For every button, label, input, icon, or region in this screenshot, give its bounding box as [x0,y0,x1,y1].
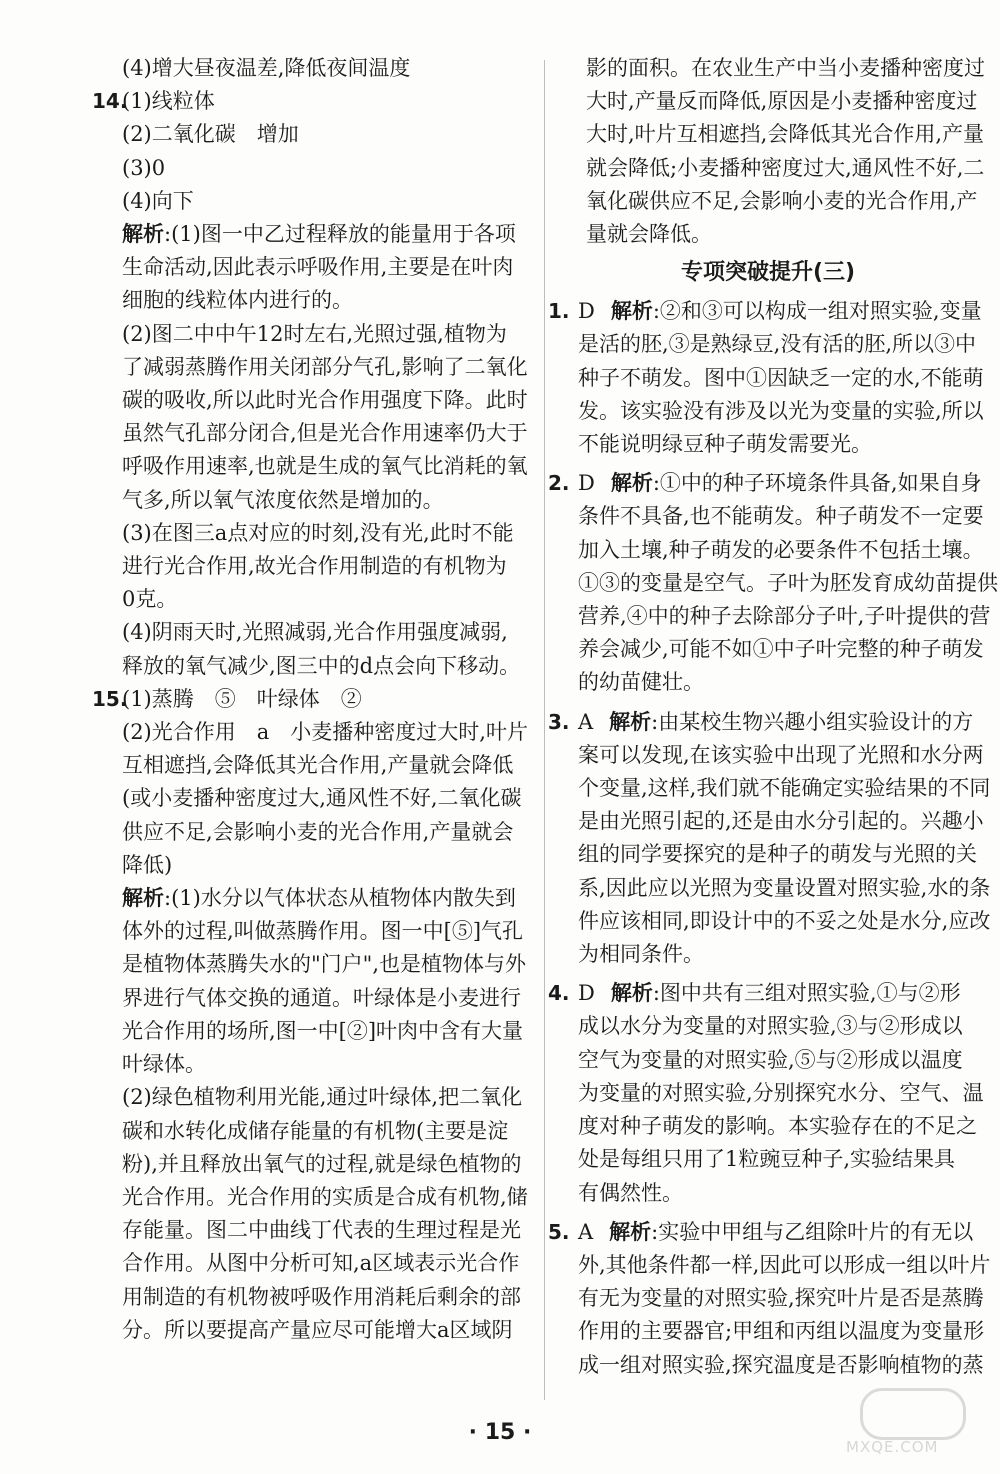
explanation-line: 为变量的对照实验,分别探究水分、空气、温 [578,1080,984,1105]
question-15 [92,683,540,1347]
explanation-line: 叶绿体。 [122,1052,206,1077]
explanation-line: 是植物体蒸腾失水的"门户",也是植物体与外 [122,952,526,977]
analysis-label: 解析 [610,981,653,1006]
explanation-line: 组的同学要探究的是种子的萌发与光照的关 [578,842,977,867]
explanation-line: :由某校生物兴趣小组实验设计的方 [651,709,974,734]
explanation-line: 件应该相同,即设计中的不妥之处是水分,应改 [578,908,991,933]
explanation-line: 不能说明绿豆种子萌发需要光。 [578,432,872,457]
explanation-line: 虽然气孔部分闭合,但是光合作用速率仍大于 [122,421,528,446]
continued-line: 大时,产量反而降低,原因是小麦播种密度过 [586,89,978,114]
question-4 [548,977,984,1209]
question-number: 3. [548,709,570,734]
explanation-line: 营养,④中的种子去除部分子叶,子叶提供的营 [578,604,991,629]
explanation-line: :实验中甲组与乙组除叶片的有无以 [651,1219,974,1244]
explanation-line: :图中共有三组对照实验,①与②形 [652,981,961,1006]
column-divider [544,60,545,1400]
explanation-line: 界进行气体交换的通道。叶绿体是小麦进行 [122,985,521,1010]
explanation-line: 种子不萌发。图中①因缺乏一定的水,不能萌 [578,365,984,390]
explanation-line: (4)阴雨天时,光照减弱,光合作用强度减弱, [122,620,508,645]
explanation-line: 个变量,这样,我们就不能确定实验结果的不同 [578,776,991,801]
explanation-line: 释放的氧气减少,图三中的d点会向下移动。 [122,653,521,678]
explanation-line: 是活的胚,③是熟绿豆,没有活的胚,所以③中 [578,332,977,357]
explanation-line: (3)在图三a点对应的时刻,没有光,此时不能 [122,520,514,545]
answer-choice: D [578,471,595,496]
explanation-line: :②和③可以构成一组对照实验,变量 [652,299,982,324]
explanation-line: 成一组对照实验,探究温度是否影响植物的蒸 [578,1352,984,1377]
explanation-line: 系,因此应以光照为变量设置对照实验,水的条 [578,875,991,900]
answer-choice: A [578,1219,594,1244]
explanation-line: 案可以发现,在该实验中出现了光照和水分两 [578,742,984,767]
analysis-label: 解析 [610,299,653,324]
question-5 [548,1216,991,1382]
continued-line: 氧化碳供应不足,会影响小麦的光合作用,产 [586,188,978,213]
explanation-line: 气多,所以氧气浓度依然是增加的。 [122,487,444,512]
explanation-line: 空气为变量的对照实验,⑤与②形成以温度 [578,1047,963,1072]
explanation-line: 用制造的有机物被呼吸作用消耗后剩余的部 [122,1284,521,1309]
explanation-line: (2)绿色植物利用光能,通过叶绿体,把二氧化 [122,1085,523,1110]
continued-line: 影的面积。在农业生产中当小麦播种密度过 [586,56,985,80]
question-3 [548,706,991,972]
question-14 [92,85,540,683]
explanation-line: 是由光照引起的,还是由水分引起的。兴趣小 [578,809,984,834]
analysis-label: 解析 [609,1219,652,1244]
explanation-line: 有无为变量的对照实验,探究叶片是否是蒸腾 [578,1286,984,1311]
continued-line: 量就会降低。 [586,222,712,247]
answer-line: (3)0 [122,155,166,180]
answer-line: (2)光合作用 a 小麦播种密度过大时,叶片 [122,720,528,745]
explanation-line: 生命活动,因此表示呼吸作用,主要是在叶肉 [122,255,514,280]
question-number: 1. [548,299,570,324]
q13-answer-4: (4)增大昼夜温差,降低夜间温度 [122,56,411,80]
explanation-line: 呼吸作用速率,也就是生成的氧气比消耗的氧 [122,454,528,479]
explanation-line: 粉),并且释放出氧气的过程,就是绿色植物的 [122,1151,522,1176]
answer-line: 降低) [122,852,173,877]
explanation-line: 的幼苗健壮。 [578,670,704,695]
answer-choice: D [578,981,595,1006]
explanation-line: 光合作用。光合作用的实质是合成有机物,储 [122,1184,528,1209]
watermark-text: MXQE.COM [846,1438,939,1456]
explanation-line: 成以水分为变量的对照实验,③与②形成以 [578,1014,963,1039]
page-number: · 15 · [468,1420,532,1445]
explanation-line: 处是每组只用了1粒豌豆种子,实验结果具 [578,1147,956,1172]
question-1 [548,295,984,461]
explanation-line: 条件不具备,也不能萌发。种子萌发不一定要 [578,504,984,529]
answer-line: (2)二氧化碳 增加 [122,122,299,147]
question-number: 4. [548,981,570,1006]
question-number: 14. [92,89,128,114]
explanation-line: 外,其他条件都一样,因此可以形成一组以叶片 [578,1252,991,1277]
watermark-badge-icon [860,1388,966,1440]
explanation-line: 了减弱蒸腾作用关闭部分气孔,影响了二氧化 [122,354,528,379]
question-number: 2. [548,471,570,496]
left-column [92,52,540,1347]
explanation-line: 体外的过程,叫做蒸腾作用。图一中[⑤]气孔 [122,919,524,944]
answer-line: (4)向下 [122,188,194,213]
right-column [548,52,998,1382]
explanation-line: 细胞的线粒体内进行的。 [122,288,353,313]
explanation-line: 进行光合作用,故光合作用制造的有机物为 [122,554,507,579]
explanation-line: (2)图二中中午12时左右,光照过强,植物为 [122,321,507,346]
explanation-line: 光合作用的场所,图一中[②]叶肉中含有大量 [122,1018,524,1043]
explanation-line: 碳和水转化成储存能量的有机物(主要是淀 [122,1118,509,1143]
explanation-line: 0克。 [122,587,178,612]
analysis-label: 解析 [122,886,164,911]
explanation-line: 分。所以要提高产量应尽可能增大a区域阴 [122,1317,513,1342]
explanation-line: ①③的变量是空气。子叶为胚发育成幼苗提供 [578,570,998,595]
explanation-line: 度对种子萌发的影响。本实验存在的不足之 [578,1114,977,1139]
watermark-logo [836,1384,986,1464]
answer-line: (1)蒸腾 ⑤ 叶绿体 ② [122,686,362,711]
analysis-label: 解析 [609,709,652,734]
explanation-line: 存能量。图二中曲线丁代表的生理过程是光 [122,1218,521,1243]
continued-line: 大时,叶片互相遮挡,会降低其光合作用,产量 [586,122,985,147]
continued-line: 就会降低;小麦播种密度过大,通风性不好,二 [586,155,985,180]
explanation-line: 加入土壤,种子萌发的必要条件不包括土壤。 [578,537,984,562]
answer-line: 互相遮挡,会降低其光合作用,产量就会降低 [122,753,514,778]
explanation-line: 合作用。从图中分析可知,a区域表示光合作 [122,1251,520,1276]
question-2 [548,467,998,699]
answer-line: (1)线粒体 [122,89,215,114]
explanation-line: 作用的主要器官;甲组和丙组以温度为变量形 [578,1319,985,1344]
answer-line: 供应不足,会影响小麦的光合作用,产量就会 [122,819,514,844]
question-number: 5. [548,1219,570,1244]
section-title: 专项突破提升(三) [680,260,856,286]
explanation-line: 发。该实验没有涉及以光为变量的实验,所以 [578,398,984,423]
answer-choice: D [578,299,595,324]
explanation-line: 碳的吸收,所以此时光合作用强度下降。此时 [122,388,528,413]
answer-line: (或小麦播种密度过大,通风性不好,二氧化碳 [122,786,522,811]
explanation-line: 有偶然性。 [578,1180,683,1205]
explanation-line: :(1)水分以气体状态从植物体内散失到 [164,886,516,911]
explanation-line: 养会减少,可能不如①中子叶完整的种子萌发 [578,637,984,662]
explanation-line: :(1)图一中乙过程释放的能量用于各项 [164,222,516,247]
explanation-line: 为相同条件。 [578,942,704,967]
analysis-label: 解析 [610,471,653,496]
answer-choice: A [578,709,594,734]
question-number: 15. [92,686,128,711]
analysis-label: 解析 [122,222,164,247]
explanation-line: :①中的种子环境条件具备,如果自身 [652,471,982,496]
